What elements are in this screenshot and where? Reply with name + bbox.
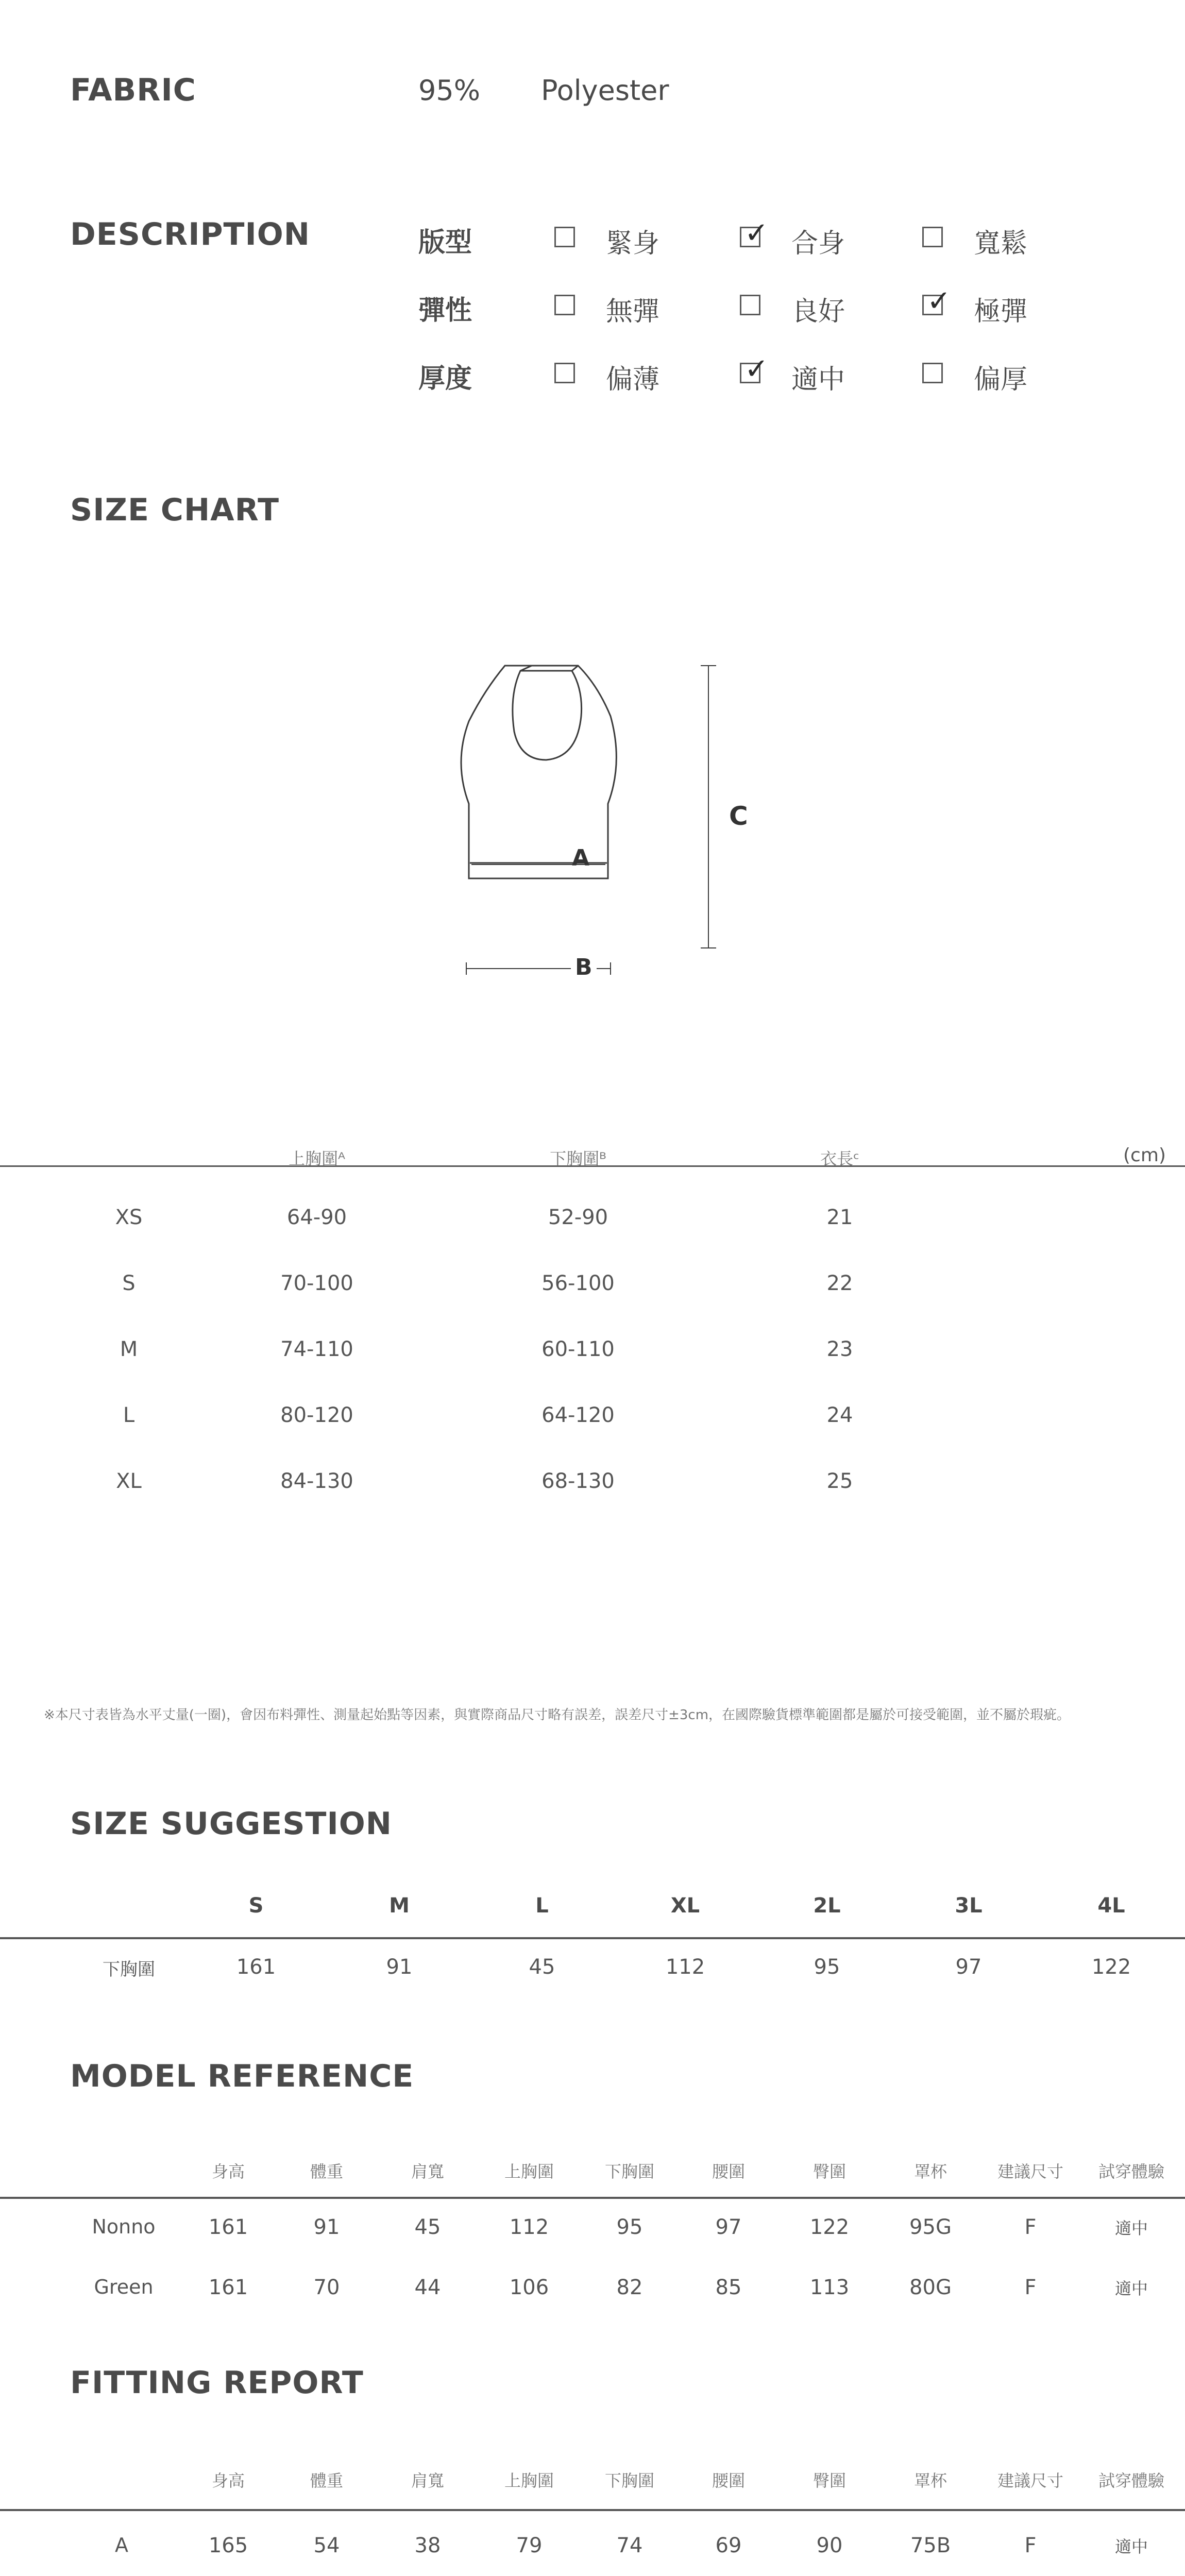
description-option-label: 寬鬆: [974, 228, 1028, 259]
checkmark-icon: ✓: [744, 216, 769, 250]
size-suggestion-rule: [0, 1937, 1185, 1939]
size-suggestion-value: 161: [236, 1955, 276, 1979]
model-reference-cell: 適中: [1114, 2218, 1148, 2238]
size-suggestion-header: 3L: [955, 1894, 983, 1918]
model-reference-cell: 80G: [909, 2276, 952, 2299]
model-reference-column-header: 臀圍: [812, 2162, 846, 2181]
description-row-label: 厚度: [418, 363, 472, 394]
size-suggestion-value: 97: [955, 1955, 982, 1979]
measure-c-label: C: [729, 801, 748, 831]
fitting-report-column-header: 體重: [310, 2471, 343, 2490]
description-row-label: 彈性: [418, 295, 472, 326]
size-chart-cell: 24: [826, 1403, 853, 1427]
model-reference-cell: 91: [313, 2215, 340, 2239]
model-reference-cell: 45: [414, 2215, 441, 2239]
model-reference-column-header: 罩杯: [913, 2162, 947, 2181]
model-reference-column-header: 腰圍: [712, 2162, 745, 2181]
checkmark-icon: ✓: [927, 284, 951, 318]
fabric-percent: 95%: [418, 74, 481, 107]
description-option-label: 偏薄: [606, 364, 660, 395]
fabric-heading: FABRIC: [70, 72, 196, 108]
size-chart-cell: 74-110: [280, 1337, 353, 1361]
model-reference-cell: 82: [616, 2276, 643, 2299]
size-chart-cell: 84-130: [280, 1469, 353, 1493]
description-heading: DESCRIPTION: [70, 216, 311, 252]
model-reference-cell: 122: [809, 2215, 850, 2239]
size-chart-cell: 25: [826, 1469, 853, 1493]
size-chart-cell: 70-100: [280, 1272, 353, 1295]
size-chart-cell: 68-130: [541, 1469, 615, 1493]
description-option-label: 適中: [791, 364, 845, 395]
description-option-label: 無彈: [606, 296, 660, 327]
fitting-report-column-header: 建議尺寸: [997, 2471, 1063, 2490]
fitting-report-heading: FITTING REPORT: [70, 2365, 364, 2401]
model-reference-cell: 112: [509, 2215, 549, 2239]
size-suggestion-header: 4L: [1097, 1894, 1125, 1918]
checkbox: [554, 227, 575, 247]
size-suggestion-header: L: [535, 1894, 549, 1918]
garment-diagram: [443, 654, 752, 989]
fitting-report-column-header: 肩寬: [411, 2471, 444, 2490]
size-chart-cell: 60-110: [541, 1337, 615, 1361]
size-suggestion-value: 112: [665, 1955, 705, 1979]
fitting-report-row-name: A: [115, 2534, 128, 2556]
model-reference-cell: 106: [509, 2276, 549, 2299]
fitting-report-rule: [0, 2509, 1185, 2511]
fitting-report-cell: 79: [516, 2534, 543, 2557]
measure-b-label: B: [571, 954, 597, 980]
size-chart-cell: 52-90: [548, 1206, 608, 1229]
model-reference-cell: 適中: [1114, 2279, 1148, 2298]
fitting-report-cell: 75B: [910, 2534, 951, 2557]
fabric-material: Polyester: [541, 74, 669, 107]
size-chart-heading: SIZE CHART: [70, 492, 280, 528]
fitting-report-cell: 74: [616, 2534, 643, 2557]
description-option-label: 良好: [791, 296, 845, 327]
checkbox: [922, 227, 943, 247]
size-chart-cell: 56-100: [541, 1272, 615, 1295]
description-option-label: 緊身: [606, 228, 660, 259]
size-chart-cell: 23: [826, 1337, 853, 1361]
fitting-report-cell: 38: [414, 2534, 441, 2557]
fitting-report-cell: 適中: [1114, 2537, 1148, 2556]
checkbox: [922, 363, 943, 383]
model-reference-cell: 161: [208, 2276, 248, 2299]
model-reference-cell: F: [1024, 2215, 1037, 2239]
model-reference-column-header: 建議尺寸: [997, 2162, 1063, 2181]
model-reference-cell: 95: [616, 2215, 643, 2239]
model-reference-column-header: 肩寬: [411, 2162, 444, 2181]
model-reference-cell: 44: [414, 2276, 441, 2299]
description-option-label: 偏厚: [974, 364, 1028, 395]
size-chart-size: S: [122, 1272, 136, 1295]
checkbox-checked: [740, 352, 769, 386]
model-reference-column-header: 下胸圍: [604, 2162, 654, 2181]
checkbox: [554, 363, 575, 383]
checkmark-icon: ✓: [744, 352, 769, 386]
fitting-report-column-header: 上胸圍: [504, 2471, 554, 2490]
model-reference-row-name: Green: [94, 2276, 154, 2298]
model-reference-cell: 95G: [909, 2215, 952, 2239]
size-chart-note: ※本尺寸表皆為水平丈量(一圈)，會因布料彈性、測量起始點等因素，與實際商品尺寸略有誤差，誤差尺寸±3cm，在國際驗貨標準範圍都是屬於可接受範圍，並不屬於瑕疵。: [44, 1707, 1071, 1723]
fitting-report-column-header: 腰圍: [712, 2471, 745, 2490]
fitting-report-column-header: 身高: [211, 2471, 245, 2490]
checkbox-checked: [740, 216, 769, 250]
size-suggestion-value: 45: [529, 1955, 555, 1979]
fitting-report-column-header: 罩杯: [913, 2471, 947, 2490]
model-reference-rule: [0, 2197, 1185, 2199]
size-chart-column-header: 上胸圍ᴬ: [289, 1149, 345, 1168]
measure-a-label: A: [572, 845, 590, 871]
checkbox: [554, 295, 575, 315]
fitting-report-cell: 54: [313, 2534, 340, 2557]
model-reference-column-header: 試穿體驗: [1098, 2162, 1164, 2181]
fitting-report-cell: 69: [715, 2534, 742, 2557]
model-reference-column-header: 上胸圍: [504, 2162, 554, 2181]
size-suggestion-header: M: [389, 1894, 410, 1918]
model-reference-column-header: 體重: [310, 2162, 343, 2181]
model-reference-cell: 97: [715, 2215, 742, 2239]
size-chart-cell: 22: [826, 1272, 853, 1295]
model-reference-cell: F: [1024, 2276, 1037, 2299]
size-suggestion-value: 95: [814, 1955, 840, 1979]
model-reference-row-name: Nonno: [92, 2215, 156, 2238]
garment-neckline: [513, 671, 582, 760]
size-chart-cell: 21: [826, 1206, 853, 1229]
description-row-label: 版型: [418, 227, 472, 258]
size-suggestion-header: XL: [670, 1894, 700, 1918]
size-chart-column-header: 衣長ᶜ: [820, 1149, 859, 1168]
size-chart-cell: 80-120: [280, 1403, 353, 1427]
size-suggestion-heading: SIZE SUGGESTION: [70, 1806, 393, 1842]
fitting-report-cell: 165: [208, 2534, 248, 2557]
fitting-report-column-header: 試穿體驗: [1098, 2471, 1164, 2490]
description-option-label: 合身: [791, 228, 845, 259]
description-option-label: 極彈: [974, 296, 1028, 327]
fitting-report-column-header: 下胸圍: [604, 2471, 654, 2490]
size-chart-unit: (cm): [1123, 1145, 1166, 1166]
size-chart-size: L: [123, 1403, 135, 1427]
garment-outline: [461, 666, 616, 878]
size-suggestion-header: 2L: [813, 1894, 841, 1918]
model-reference-cell: 113: [809, 2276, 850, 2299]
model-reference-cell: 161: [208, 2215, 248, 2239]
model-reference-cell: 70: [313, 2276, 340, 2299]
size-chart-cell: 64-120: [541, 1403, 615, 1427]
size-chart-size: XS: [115, 1206, 143, 1229]
model-reference-column-header: 身高: [211, 2162, 245, 2181]
fitting-report-cell: 90: [816, 2534, 843, 2557]
checkbox-checked: [922, 284, 951, 318]
size-chart-column-header: 下胸圍ᴮ: [550, 1149, 606, 1168]
size-chart-cell: 64-90: [286, 1206, 347, 1229]
size-suggestion-row-label: 下胸圍: [103, 1959, 155, 1980]
size-suggestion-value: 122: [1091, 1955, 1131, 1979]
fitting-report-cell: F: [1024, 2534, 1037, 2557]
model-reference-cell: 85: [715, 2276, 742, 2299]
fitting-report-column-header: 臀圍: [812, 2471, 846, 2490]
size-suggestion-value: 91: [386, 1955, 413, 1979]
model-reference-heading: MODEL REFERENCE: [70, 2058, 414, 2094]
size-suggestion-header: S: [248, 1894, 264, 1918]
size-chart-size: XL: [116, 1469, 142, 1493]
checkbox: [740, 295, 760, 315]
size-chart-size: M: [120, 1337, 138, 1361]
